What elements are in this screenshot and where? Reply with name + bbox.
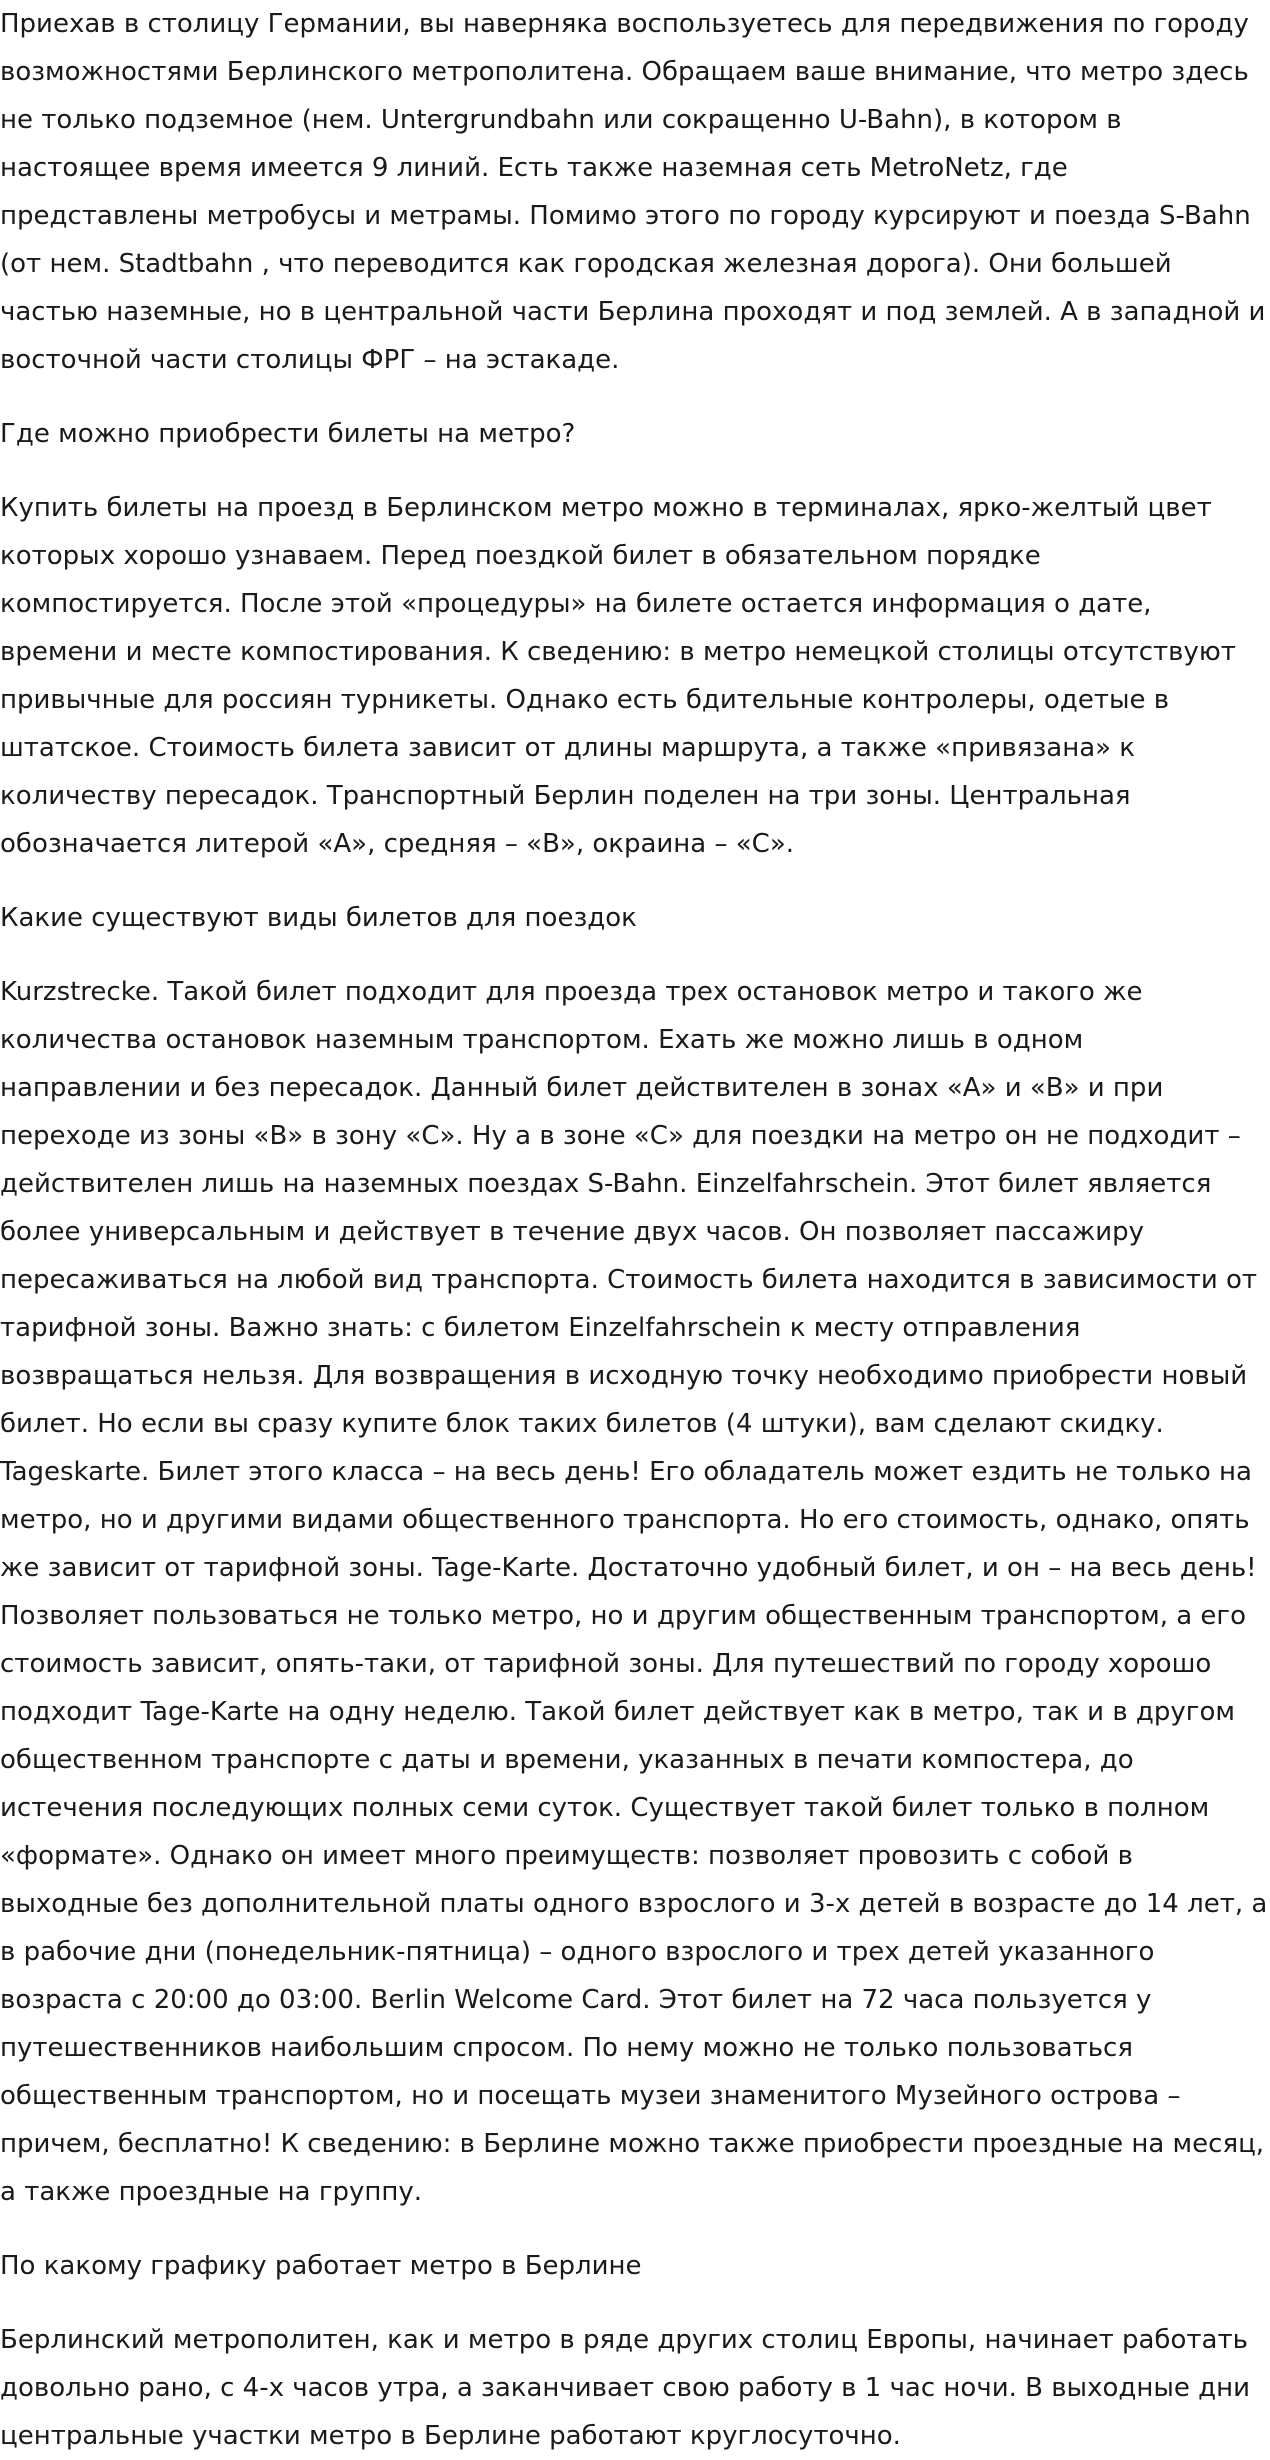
intro-paragraph: Приехав в столицу Германии, вы наверняка воспользуетесь для передвижения по городу возможностями Берлинского метрополитена. Обращаем ваше внимание, что метро здесь не только подземное (нем. Untergrundbahn или сокращенно U-Bahn), в котором в настоящее время имеется 9 линий. Есть также наземная сеть MetroNetz, где представлены метробусы и метрамы. Помимо этого по городу курсируют и поезда S-Bahn (от нем. Stadtbahn , что переводится как городская железная дорога). Они большей частью наземные, но в центральной части Берлина проходят и под землей. А в западной и восточной части столицы ФРГ – на эстакаде. [0,9,1266,375]
tickets-where-paragraph: Купить билеты на проезд в Берлинском метро можно в терминалах, ярко-желтый цвет которых хорошо узнаваем. Перед поездкой билет в обязательном порядке компостируется. После этой «процедуры» на билете остается информация о дате, времени и месте компостирования. К сведению: в метро немецкой столицы отсутствуют привычные для россиян турникеты. Однако есть бдительные контролеры, одетые в штатское. Стоимость билета зависит от длины маршрута, а также «привязана» к количеству пересадок. Транспортный Берлин поделен на три зоны. Центральная обозначается литерой «А», средняя – «В», окраина – «С». [0,493,1236,859]
ticket-types-paragraph: Kurzstrecke. Такой билет подходит для проезда трех остановок метро и такого же количества остановок наземным транспортом. Ехать же можно лишь в одном направлении и без пересадок. Данный билет действителен в зонах «А» и «В» и при переходе из зоны «В» в зону «С». Ну а в зоне «С» для поездки на метро он не подходит – действителен лишь на наземных поездах S-Bahn. Einzelfahrschein. Этот билет является более универсальным и действует в течение двух часов. Он позволяет пассажиру пересаживаться на любой вид транспорта. Стоимость билета находится в зависимости от тарифной зоны. Важно знать: с билетом Einzelfahrschein к месту отправления возвращаться нельзя. Для возвращения в исходную точку необходимо приобрести новый билет. Но если вы сразу купите блок таких билетов (4 штуки), вам сделают скидку. Tageskarte. Билет этого класса – на весь день! Его обладатель может ездить не только на метро, но и другими видами общественного транспорта. Но его стоимость, однако, опять же зависит от тарифной зоны. Tage-Karte. Достаточно удобный билет, и он – на весь день! Позволяет пользоваться не только метро, но и другим общественным транспортом, а его стоимость зависит, опять-таки, от тарифной зоны. Для путешествий по городу хорошо подходит Tage-Karte на одну неделю. Такой билет действует как в метро, так и в другом общественном транспорте с даты и времени, указанных в печати компостера, до истечения последующих полных семи суток. Существует такой билет только в полном «формате». Однако он имеет много преимуществ: позволяет провозить с собой в выходные без дополнительной платы одного взрослого и 3-х детей в возрасте до 14 лет, а в рабочие дни (понедельник-пятница) – одного взрослого и трех детей указанного возраста с 20:00 до 03:00. Berlin Welcome Card. Этот билет на 72 часа пользуется у путешественников наибольшим спросом. По нему можно не только пользоваться общественным транспортом, но и посещать музеи знаменитого Музейного острова – причем, бесплатно! К сведению: в Берлине можно также приобрести проездные на месяц, а также проездные на группу. [0,977,1268,2207]
section-heading-tickets-where: Где можно приобрести билеты на метро? [0,419,576,449]
schedule-paragraph: Берлинский метрополитен, как и метро в ряде других столиц Европы, начинает работать довольно рано, с 4-х часов утра, а заканчивает свою работу в 1 час ночи. В выходные дни центральные участки метро в Берлине работают круглосуточно. [0,2325,1251,2451]
section-heading-schedule: По какому графику работает метро в Берлине [0,2251,642,2281]
section-heading-ticket-types: Какие существуют виды билетов для поездок [0,903,637,933]
